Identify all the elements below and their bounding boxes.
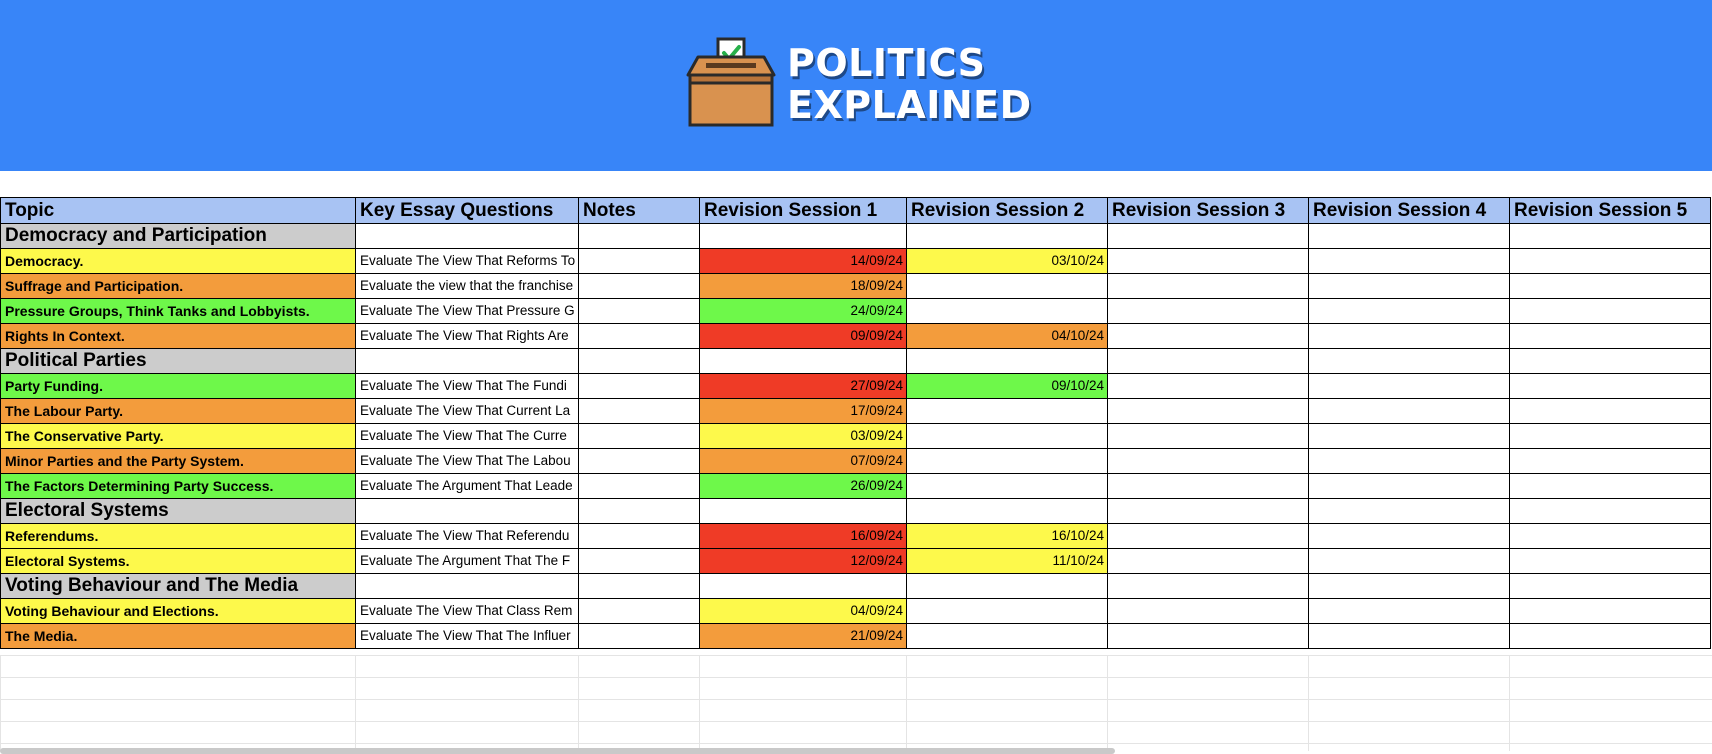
notes-cell[interactable]	[579, 424, 700, 449]
topic-cell[interactable]: Pressure Groups, Think Tanks and Lobbyists.	[1, 299, 356, 324]
revision-session-cell[interactable]: 03/10/24	[907, 249, 1108, 274]
revision-session-cell[interactable]	[1510, 399, 1711, 424]
revision-session-cell[interactable]: 04/09/24	[700, 599, 907, 624]
revision-session-cell[interactable]	[1510, 249, 1711, 274]
revision-session-cell[interactable]	[907, 274, 1108, 299]
table-row	[1, 474, 1711, 499]
ballot-box-icon	[684, 35, 778, 130]
topic-cell[interactable]: Voting Behaviour and Elections.	[1, 599, 356, 624]
notes-cell[interactable]	[579, 549, 700, 574]
topic-cell[interactable]: Party Funding.	[1, 374, 356, 399]
column-header[interactable]: Revision Session 1	[700, 198, 907, 224]
header-row	[1, 198, 1711, 224]
notes-cell[interactable]	[579, 274, 700, 299]
topic-cell[interactable]: The Labour Party.	[1, 399, 356, 424]
revision-session-cell[interactable]	[1510, 524, 1711, 549]
revision-session-cell[interactable]	[1510, 549, 1711, 574]
revision-session-cell[interactable]	[1108, 624, 1309, 649]
empty-grid-area	[0, 655, 1712, 751]
section-row	[1, 499, 1711, 524]
topic-cell[interactable]: Electoral Systems.	[1, 549, 356, 574]
essay-question-cell[interactable]: Evaluate the view that the franchise	[356, 274, 579, 299]
revision-session-cell[interactable]	[1108, 399, 1309, 424]
notes-cell[interactable]	[579, 524, 700, 549]
section-title-cell[interactable]: Political Parties	[1, 349, 356, 374]
revision-session-cell[interactable]	[1510, 449, 1711, 474]
section-row	[1, 349, 1711, 374]
revision-session-cell[interactable]: 04/10/24	[907, 324, 1108, 349]
notes-cell[interactable]	[579, 399, 700, 424]
topic-cell[interactable]: The Conservative Party.	[1, 424, 356, 449]
empty-cell[interactable]	[356, 499, 579, 524]
revision-session-cell[interactable]	[1108, 249, 1309, 274]
table-row	[1, 399, 1711, 424]
essay-question-cell[interactable]: Evaluate The View That The Influer	[356, 624, 579, 649]
revision-session-cell[interactable]: 11/10/24	[907, 549, 1108, 574]
table-row	[1, 299, 1711, 324]
essay-question-cell[interactable]: Evaluate The View That Referendu	[356, 524, 579, 549]
header-banner	[0, 0, 1712, 171]
brand-title	[787, 42, 1032, 126]
revision-session-cell[interactable]	[1108, 449, 1309, 474]
grid-line	[355, 655, 356, 751]
notes-cell[interactable]	[579, 249, 700, 274]
empty-cell[interactable]	[1309, 574, 1510, 599]
topic-cell[interactable]: The Media.	[1, 624, 356, 649]
revision-session-cell[interactable]	[1510, 299, 1711, 324]
notes-cell[interactable]	[579, 374, 700, 399]
table-row	[1, 624, 1711, 649]
revision-session-cell[interactable]	[1510, 424, 1711, 449]
revision-session-cell[interactable]	[1309, 249, 1510, 274]
brand-line-1: POLITICS	[787, 41, 986, 85]
revision-session-cell[interactable]	[1108, 474, 1309, 499]
revision-session-cell[interactable]: 17/09/24	[700, 399, 907, 424]
empty-cell[interactable]	[700, 224, 907, 249]
revision-session-cell[interactable]	[1309, 399, 1510, 424]
empty-cell[interactable]	[1510, 499, 1711, 524]
empty-cell[interactable]	[1510, 349, 1711, 374]
revision-session-cell[interactable]	[907, 299, 1108, 324]
empty-cell[interactable]	[1108, 574, 1309, 599]
empty-cell[interactable]	[907, 349, 1108, 374]
revision-session-cell[interactable]	[1510, 374, 1711, 399]
empty-cell[interactable]	[1108, 349, 1309, 374]
revision-session-cell[interactable]	[1309, 624, 1510, 649]
empty-cell[interactable]	[1108, 499, 1309, 524]
essay-question-cell[interactable]: Evaluate The View That Current La	[356, 399, 579, 424]
revision-session-cell[interactable]	[1108, 274, 1309, 299]
revision-session-cell[interactable]	[1108, 424, 1309, 449]
empty-cell[interactable]	[1309, 224, 1510, 249]
revision-session-cell[interactable]	[1309, 374, 1510, 399]
revision-session-cell[interactable]	[1309, 524, 1510, 549]
topic-cell[interactable]: Rights In Context.	[1, 324, 356, 349]
topic-cell[interactable]: Referendums.	[1, 524, 356, 549]
table-row	[1, 249, 1711, 274]
revision-session-cell[interactable]	[907, 624, 1108, 649]
revision-session-cell[interactable]	[1510, 599, 1711, 624]
table-row	[1, 424, 1711, 449]
essay-question-cell[interactable]: Evaluate The View That Pressure G	[356, 299, 579, 324]
revision-session-cell[interactable]	[1510, 324, 1711, 349]
revision-tracker-table	[0, 197, 1711, 649]
empty-cell[interactable]	[1108, 224, 1309, 249]
revision-session-cell[interactable]	[1108, 324, 1309, 349]
revision-session-cell[interactable]	[907, 449, 1108, 474]
table-row	[1, 374, 1711, 399]
table-row	[1, 549, 1711, 574]
revision-session-cell[interactable]: 12/09/24	[700, 549, 907, 574]
grid-line	[906, 655, 907, 751]
revision-session-cell[interactable]	[907, 424, 1108, 449]
grid-line	[578, 655, 579, 751]
revision-session-cell[interactable]: 03/09/24	[700, 424, 907, 449]
essay-question-cell[interactable]: Evaluate The Argument That The F	[356, 549, 579, 574]
revision-session-cell[interactable]: 16/09/24	[700, 524, 907, 549]
revision-session-cell[interactable]	[1309, 274, 1510, 299]
empty-cell[interactable]	[700, 499, 907, 524]
grid-line	[1509, 655, 1510, 751]
notes-cell[interactable]	[579, 599, 700, 624]
essay-question-cell[interactable]: Evaluate The View That Rights Are	[356, 324, 579, 349]
topic-cell[interactable]: Suffrage and Participation.	[1, 274, 356, 299]
table-row	[1, 274, 1711, 299]
revision-session-cell[interactable]: 27/09/24	[700, 374, 907, 399]
grid-line	[699, 655, 700, 751]
column-header[interactable]: Revision Session 3	[1108, 198, 1309, 224]
revision-session-cell[interactable]: 14/09/24	[700, 249, 907, 274]
revision-session-cell[interactable]	[1108, 524, 1309, 549]
revision-session-cell[interactable]	[1309, 449, 1510, 474]
revision-session-cell[interactable]	[1309, 324, 1510, 349]
essay-question-cell[interactable]: Evaluate The View That The Labou	[356, 449, 579, 474]
column-header[interactable]: Revision Session 5	[1510, 198, 1711, 224]
empty-cell[interactable]	[579, 224, 700, 249]
notes-cell[interactable]	[579, 449, 700, 474]
revision-session-cell[interactable]	[1309, 599, 1510, 624]
revision-session-cell[interactable]	[1108, 599, 1309, 624]
revision-session-cell[interactable]	[907, 599, 1108, 624]
notes-cell[interactable]	[579, 624, 700, 649]
revision-session-cell[interactable]: 24/09/24	[700, 299, 907, 324]
revision-session-cell[interactable]	[1309, 299, 1510, 324]
revision-session-cell[interactable]: 26/09/24	[700, 474, 907, 499]
revision-session-cell[interactable]: 09/10/24	[907, 374, 1108, 399]
revision-session-cell[interactable]: 16/10/24	[907, 524, 1108, 549]
column-header[interactable]: Key Essay Questions	[356, 198, 579, 224]
revision-session-cell[interactable]: 09/09/24	[700, 324, 907, 349]
revision-session-cell[interactable]	[1510, 274, 1711, 299]
column-header[interactable]: Topic	[1, 198, 356, 224]
section-row	[1, 224, 1711, 249]
column-header[interactable]: Revision Session 4	[1309, 198, 1510, 224]
empty-cell[interactable]	[907, 224, 1108, 249]
revision-session-cell[interactable]: 07/09/24	[700, 449, 907, 474]
revision-session-cell[interactable]	[1309, 549, 1510, 574]
essay-question-cell[interactable]: Evaluate The Argument That Leade	[356, 474, 579, 499]
empty-cell[interactable]	[700, 574, 907, 599]
empty-cell[interactable]	[579, 499, 700, 524]
revision-session-cell[interactable]: 18/09/24	[700, 274, 907, 299]
grid-line	[1107, 655, 1108, 751]
empty-cell[interactable]	[1510, 224, 1711, 249]
revision-session-cell[interactable]	[1309, 474, 1510, 499]
essay-question-cell[interactable]: Evaluate The View That The Fundi	[356, 374, 579, 399]
table-row	[1, 324, 1711, 349]
revision-session-cell[interactable]	[1309, 424, 1510, 449]
notes-cell[interactable]	[579, 324, 700, 349]
empty-cell[interactable]	[356, 574, 579, 599]
revision-session-cell[interactable]	[1108, 374, 1309, 399]
revision-session-cell[interactable]	[1108, 299, 1309, 324]
empty-cell[interactable]	[1510, 574, 1711, 599]
empty-cell[interactable]	[907, 574, 1108, 599]
empty-cell[interactable]	[356, 224, 579, 249]
empty-cell[interactable]	[1309, 499, 1510, 524]
topic-cell[interactable]: Minor Parties and the Party System.	[1, 449, 356, 474]
empty-cell[interactable]	[579, 349, 700, 374]
section-row	[1, 574, 1711, 599]
notes-cell[interactable]	[579, 474, 700, 499]
essay-question-cell[interactable]: Evaluate The View That The Curre	[356, 424, 579, 449]
section-title-cell[interactable]: Voting Behaviour and The Media	[1, 574, 356, 599]
notes-cell[interactable]	[579, 299, 700, 324]
topic-cell[interactable]: The Factors Determining Party Success.	[1, 474, 356, 499]
empty-cell[interactable]	[356, 349, 579, 374]
revision-session-cell[interactable]	[907, 474, 1108, 499]
empty-cell[interactable]	[1309, 349, 1510, 374]
revision-session-cell[interactable]: 21/09/24	[700, 624, 907, 649]
column-header[interactable]: Revision Session 2	[907, 198, 1108, 224]
empty-cell[interactable]	[579, 574, 700, 599]
horizontal-scrollbar[interactable]	[0, 748, 1115, 754]
essay-question-cell[interactable]: Evaluate The View That Reforms To	[356, 249, 579, 274]
revision-session-cell[interactable]	[907, 399, 1108, 424]
column-header[interactable]: Notes	[579, 198, 700, 224]
section-title-cell[interactable]: Electoral Systems	[1, 499, 356, 524]
table-row	[1, 524, 1711, 549]
table-row	[1, 449, 1711, 474]
revision-session-cell[interactable]	[1108, 549, 1309, 574]
table-row	[1, 599, 1711, 624]
revision-session-cell[interactable]	[1510, 624, 1711, 649]
empty-cell[interactable]	[907, 499, 1108, 524]
essay-question-cell[interactable]: Evaluate The View That Class Rem	[356, 599, 579, 624]
section-title-cell[interactable]: Democracy and Participation	[1, 224, 356, 249]
topic-cell[interactable]: Democracy.	[1, 249, 356, 274]
brand-line-2: EXPLAINED	[787, 83, 1032, 127]
revision-session-cell[interactable]	[1510, 474, 1711, 499]
empty-cell[interactable]	[700, 349, 907, 374]
grid-line	[1308, 655, 1309, 751]
